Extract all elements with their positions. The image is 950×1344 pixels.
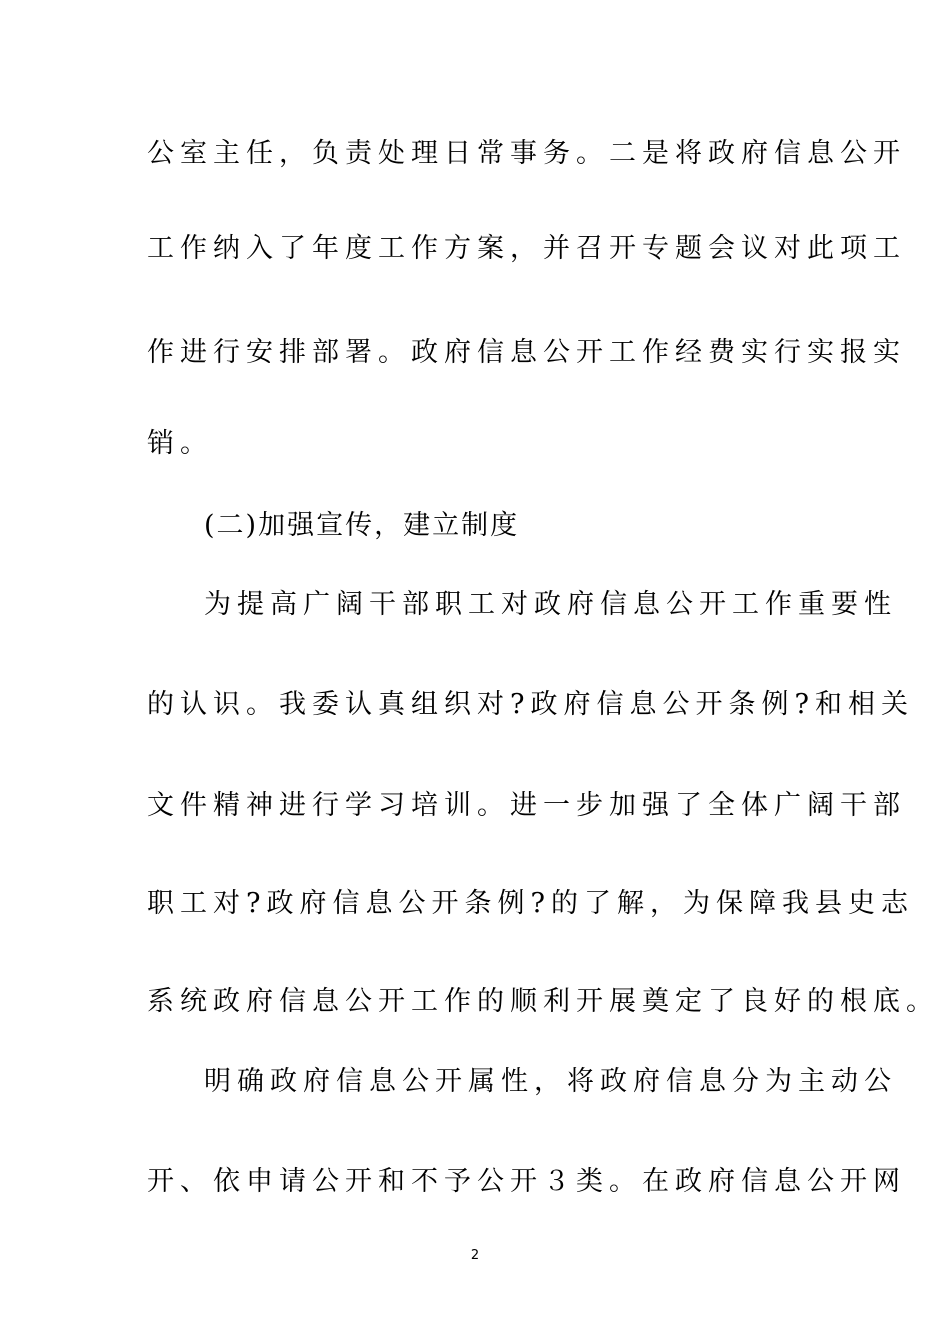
page-number: 2 [470,1248,480,1263]
body-line-9: 职工对?政府信息公开条例?的了解，为保障我县史志 [147,888,914,919]
body-line-6: 为提高广阔干部职工对政府信息公开工作重要性 [204,589,897,620]
body-line-8: 文件精神进行学习培训。进一步加强了全体广阔干部 [147,790,906,821]
body-line-3: 作进行安排部署。政府信息公开工作经费实行实报实 [147,337,906,368]
body-line-10: 系统政府信息公开工作的顺利开展奠定了良好的根底。 [147,986,939,1017]
body-line-4: 销。 [147,428,213,459]
body-line-2: 工作纳入了年度工作方案，并召开专题会议对此项工 [147,233,906,264]
body-line-1: 公室主任，负责处理日常事务。二是将政府信息公开 [147,138,906,169]
body-line-11: 明确政府信息公开属性，将政府信息分为主动公 [204,1066,897,1097]
body-line-7: 的认识。我委认真组织对?政府信息公开条例?和相关 [147,689,914,720]
section-heading: (二)加强宣传，建立制度 [204,510,520,541]
body-line-12: 开、依申请公开和不予公开３类。在政府信息公开网 [147,1166,906,1197]
